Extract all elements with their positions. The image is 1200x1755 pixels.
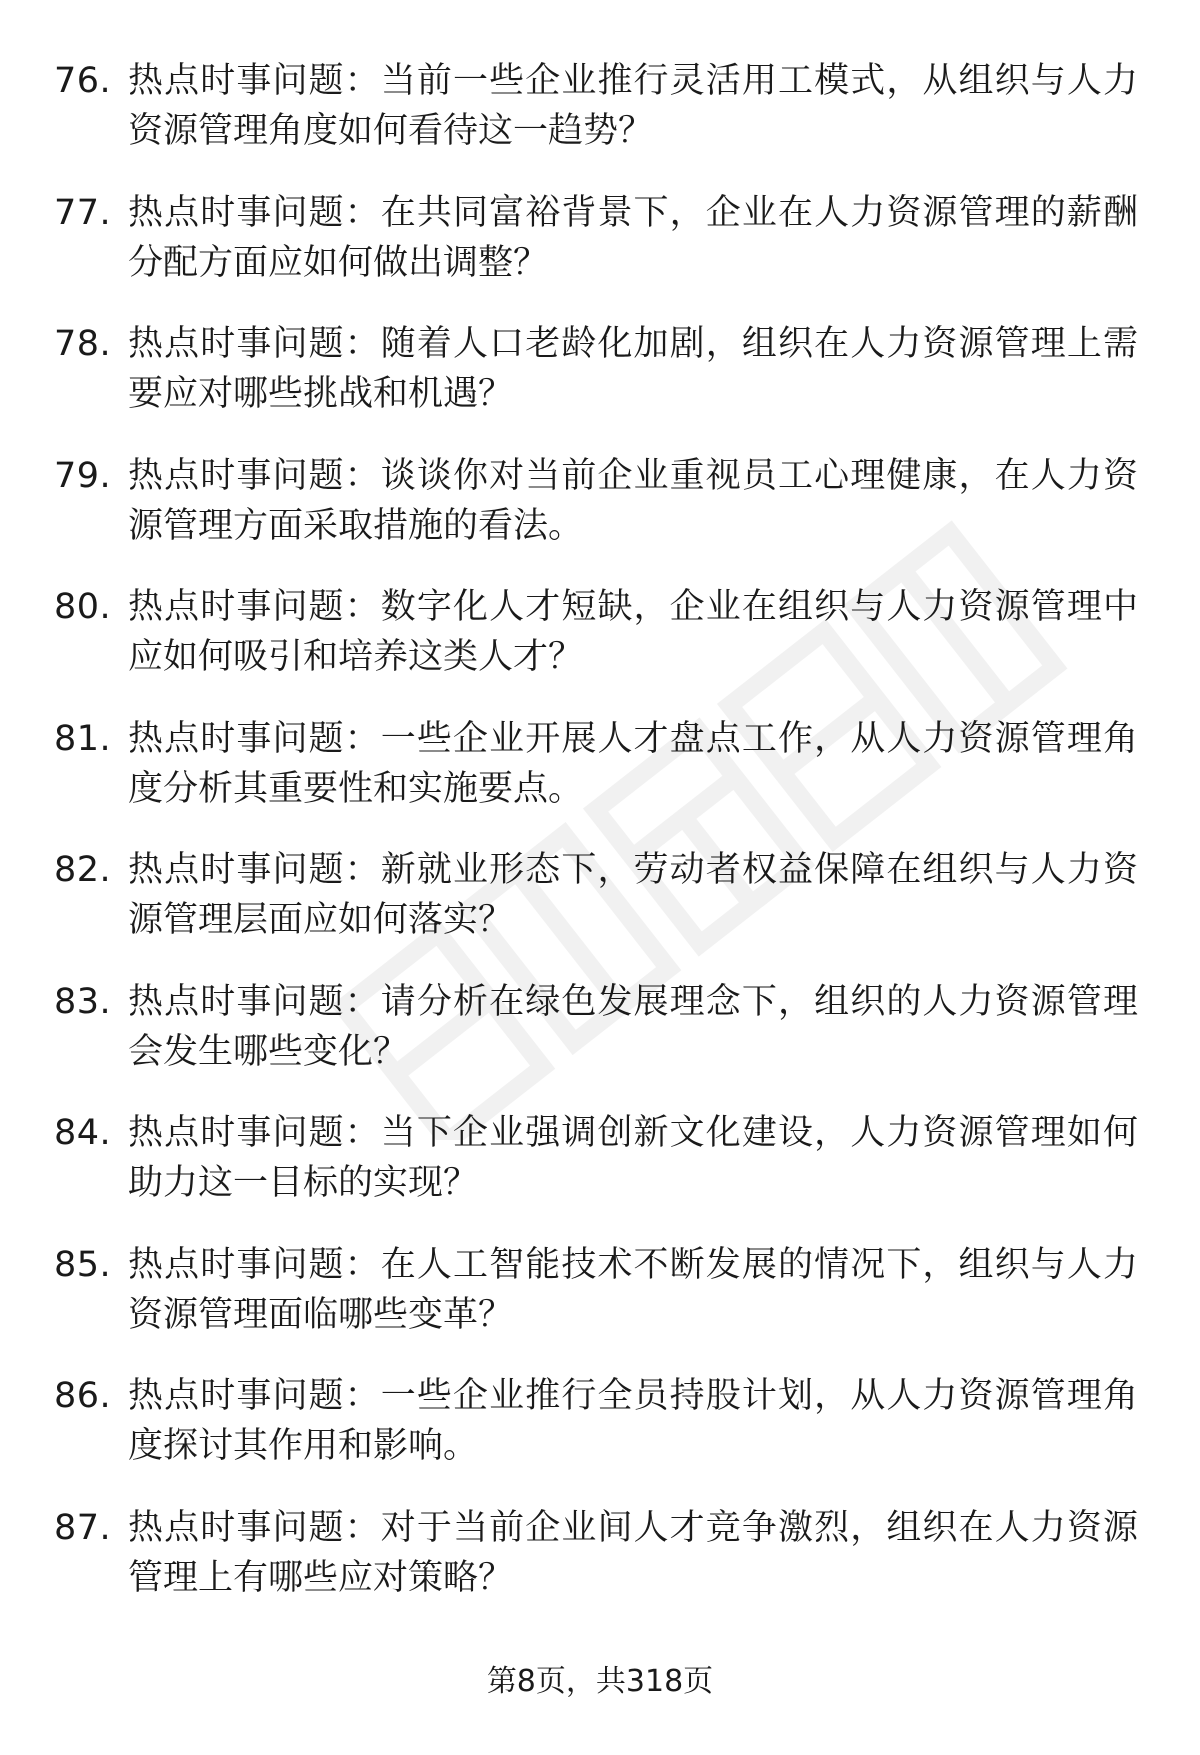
question-text: 热点时事问题：一些企业开展人才盘点工作，从人力资源管理角度分析其重要性和实施要点。 <box>128 718 1138 809</box>
question-text: 热点时事问题：当前一些企业推行灵活用工模式，从组织与人力资源管理角度如何看待这一趋势？ <box>128 61 1138 151</box>
question-number: 80. <box>54 587 112 627</box>
question-number: 87. <box>54 1507 112 1548</box>
question-number: 81. <box>54 718 112 759</box>
question-text: 热点时事问题：在共同富裕背景下，企业在人力资源管理的薪酬分配方面应如何做出调整？ <box>128 192 1138 283</box>
list-item <box>0 1108 1200 1240</box>
list-item <box>0 977 1200 1109</box>
question-number: 79. <box>54 455 112 496</box>
question-list <box>0 56 1200 1634</box>
list-item <box>0 714 1200 846</box>
list-item <box>0 319 1200 451</box>
question-number: 85. <box>54 1244 112 1285</box>
list-item <box>0 845 1200 977</box>
list-item <box>0 451 1200 583</box>
question-number: 78. <box>54 324 112 364</box>
question-text: 热点时事问题：随着人口老龄化加剧，组织在人力资源管理上需要应对哪些挑战和机遇？ <box>128 324 1138 414</box>
question-number: 86. <box>54 1376 112 1416</box>
question-number: 83. <box>54 981 112 1022</box>
question-text: 热点时事问题：谈谈你对当前企业重视员工心理健康，在人力资源管理方面采取措施的看法。 <box>128 455 1138 546</box>
question-text: 热点时事问题：新就业形态下，劳动者权益保障在组织与人力资源管理层面应如何落实？ <box>128 850 1138 940</box>
question-text: 热点时事问题：对于当前企业间人才竞争激烈，组织在人力资源管理上有哪些应对策略？ <box>128 1507 1138 1598</box>
list-item <box>0 56 1200 188</box>
question-text: 热点时事问题：请分析在绿色发展理念下，组织的人力资源管理会发生哪些变化？ <box>128 981 1138 1072</box>
question-text: 热点时事问题：在人工智能技术不断发展的情况下，组织与人力资源管理面临哪些变革？ <box>128 1244 1138 1335</box>
list-item <box>0 1240 1200 1372</box>
question-text: 热点时事问题：当下企业强调创新文化建设，人力资源管理如何助力这一目标的实现？ <box>128 1113 1138 1203</box>
question-text: 热点时事问题：一些企业推行全员持股计划，从人力资源管理角度探讨其作用和影响。 <box>128 1376 1138 1466</box>
question-number: 76. <box>54 61 112 101</box>
question-number: 82. <box>54 850 112 890</box>
question-number: 84. <box>54 1113 112 1153</box>
list-item <box>0 1371 1200 1503</box>
list-item <box>0 188 1200 320</box>
question-number: 77. <box>54 192 112 233</box>
question-text: 热点时事问题：数字化人才短缺，企业在组织与人力资源管理中应如何吸引和培养这类人才？ <box>128 587 1138 677</box>
page-indicator: 第8页，共318页 <box>486 1664 714 1699</box>
list-item <box>0 582 1200 714</box>
list-item <box>0 1503 1200 1635</box>
